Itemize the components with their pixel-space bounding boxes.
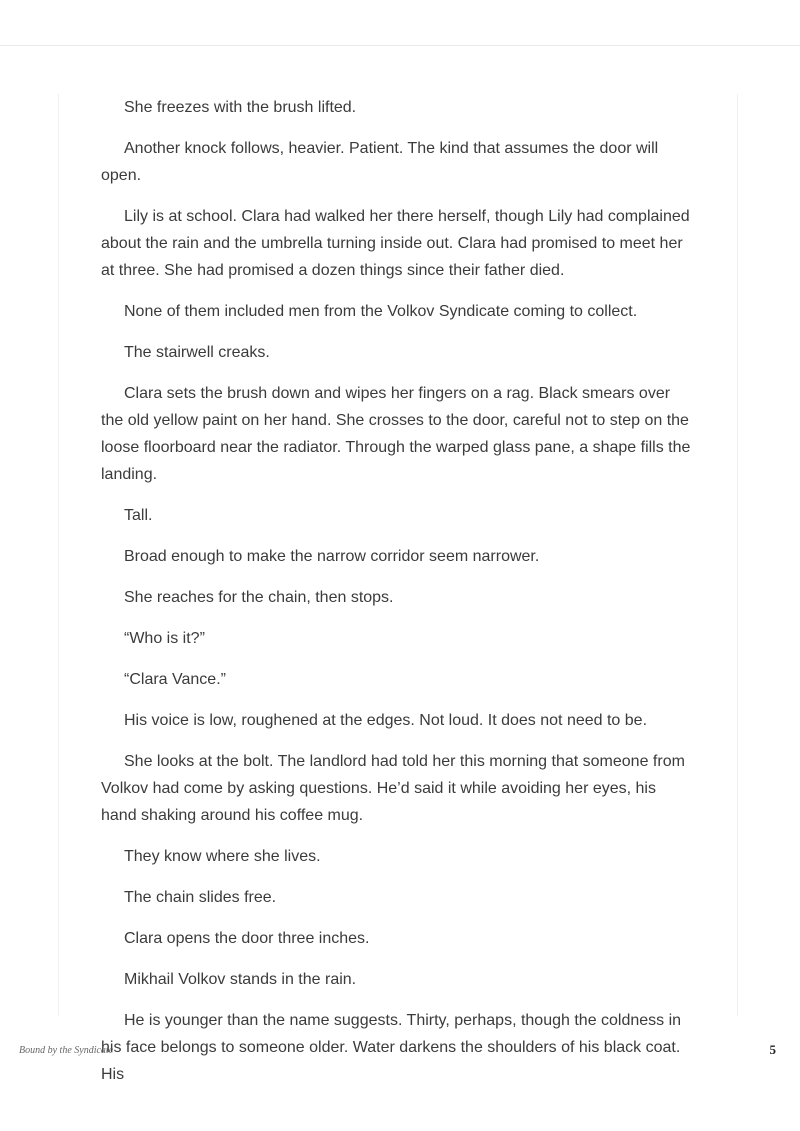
paragraph: His voice is low, roughened at the edges. Not loud. It does not need to be.	[124, 712, 648, 729]
footer-book-title: Bound by the Syndicate	[19, 1045, 114, 1056]
paragraph: Lily is at school. Clara had walked her there herself, though Lily had complained about the rain and the umbrella turning inside out. Clara had promised to meet her at three. She had promised a dozen things since their father died.	[101, 208, 690, 279]
paragraph: Broad enough to make the narrow corridor seem narrower.	[124, 548, 540, 565]
paragraph: The chain slides free.	[124, 889, 277, 906]
paragraph: Tall.	[124, 507, 153, 524]
paragraph: Clara sets the brush down and wipes her fingers on a rag. Black smears over the old yellow paint on her hand. She crosses to the door, careful not to step on the loose floorboard near the radiator. Through the warped glass pane, a shape fills the landing.	[101, 385, 691, 483]
page-number: 5	[769, 1042, 776, 1057]
paragraph: She reaches for the chain, then stops.	[124, 589, 394, 606]
top-bar	[0, 0, 800, 46]
paragraph: She freezes with the brush lifted.	[124, 99, 357, 116]
paragraph: Another knock follows, heavier. Patient. The kind that assumes the door will open.	[101, 140, 659, 184]
paragraph: Clara opens the door three inches.	[124, 930, 370, 947]
paragraph: The stairwell creaks.	[124, 344, 270, 361]
paragraph: “Who is it?”	[124, 630, 205, 647]
paragraph: “Clara Vance.”	[124, 671, 226, 688]
paragraph: None of them included men from the Volkov Syndicate coming to collect.	[124, 303, 638, 320]
paragraph: She looks at the bolt. The landlord had told her this morning that someone from Volkov had come by asking questions. He’d said it while avoiding her eyes, his hand shaking around his coffee mug.	[101, 753, 685, 824]
paragraph: They know where she lives.	[124, 848, 321, 865]
paragraph: Mikhail Volkov stands in the rain.	[124, 971, 357, 988]
paragraph: He is younger than the name suggests. Thirty, perhaps, though the coldness in his face belongs to someone older. Water darkens the shoulders of his black coat. His	[101, 1012, 682, 1083]
